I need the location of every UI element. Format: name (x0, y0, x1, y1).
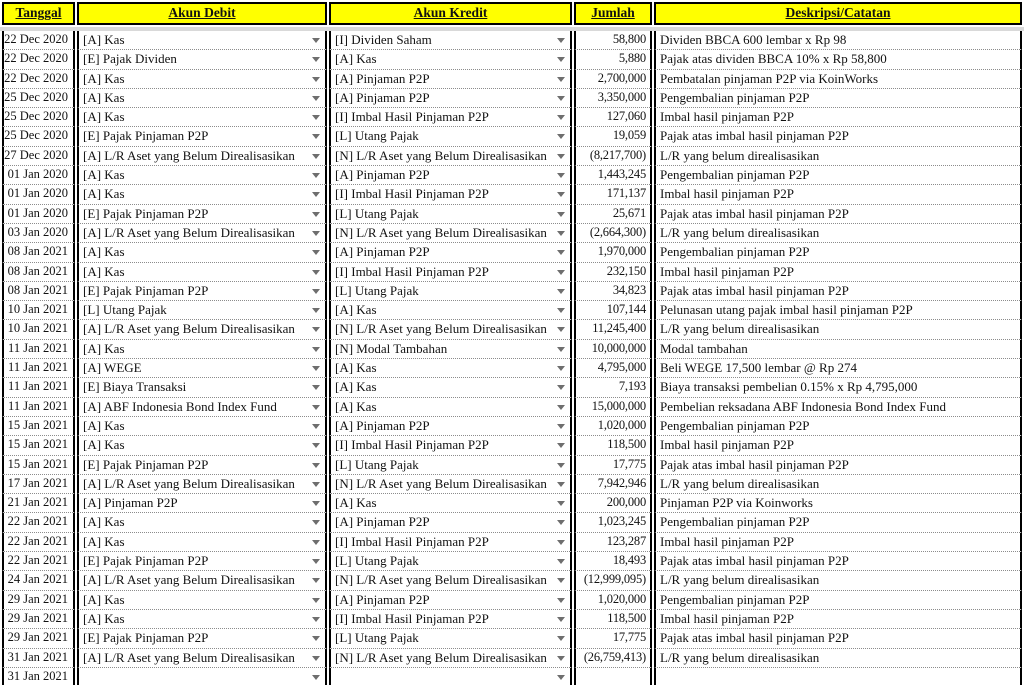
cell-jumlah[interactable]: 118,500 (574, 436, 652, 455)
dropdown-arrow-icon[interactable] (312, 115, 320, 120)
cell-akun-debit[interactable]: [A] Kas (77, 340, 327, 359)
dropdown-arrow-icon[interactable] (312, 212, 320, 217)
cell-deskripsi[interactable] (654, 668, 1022, 685)
table-row (2, 166, 1022, 185)
cell-akun-debit[interactable]: [A] WEGE (77, 359, 327, 378)
cell-akun-kredit[interactable]: [I] Imbal Hasil Pinjaman P2P (329, 533, 572, 552)
cell-akun-debit[interactable] (77, 668, 327, 685)
dropdown-arrow-icon[interactable] (312, 443, 320, 448)
cell-tanggal[interactable]: 31 Jan 2021 (2, 649, 75, 668)
dropdown-arrow-icon[interactable] (557, 501, 565, 506)
cell-deskripsi[interactable]: Pajak atas imbal hasil pinjaman P2P (654, 127, 1022, 146)
cell-deskripsi[interactable]: Pajak atas imbal hasil pinjaman P2P (654, 282, 1022, 301)
cell-jumlah[interactable]: 11,245,400 (574, 320, 652, 339)
cell-deskripsi[interactable]: Dividen BBCA 600 lembar x Rp 98 (654, 31, 1022, 50)
table-row (2, 263, 1022, 282)
cell-jumlah[interactable]: (26,759,413) (574, 649, 652, 668)
cell-tanggal[interactable]: 29 Jan 2021 (2, 610, 75, 629)
cell-tanggal[interactable]: 15 Jan 2021 (2, 456, 75, 475)
dropdown-arrow-icon[interactable] (312, 405, 320, 410)
cell-akun-kredit[interactable]: [A] Pinjaman P2P (329, 417, 572, 436)
cell-deskripsi[interactable]: Pajak atas imbal hasil pinjaman P2P (654, 552, 1022, 571)
cell-akun-kredit[interactable]: [N] L/R Aset yang Belum Direalisasikan (329, 224, 572, 243)
cell-deskripsi[interactable]: Pajak atas imbal hasil pinjaman P2P (654, 456, 1022, 475)
cell-tanggal[interactable]: 22 Jan 2021 (2, 533, 75, 552)
dropdown-arrow-icon[interactable] (312, 347, 320, 352)
cell-akun-debit[interactable]: [A] L/R Aset yang Belum Direalisasikan (77, 571, 327, 590)
cell-jumlah[interactable]: 118,500 (574, 610, 652, 629)
cell-akun-debit[interactable]: [E] Biaya Transaksi (77, 378, 327, 397)
table-row (2, 31, 1022, 50)
cell-akun-debit[interactable]: [E] Pajak Pinjaman P2P (77, 552, 327, 571)
dropdown-arrow-icon[interactable] (557, 424, 565, 429)
cell-akun-debit[interactable]: [A] Kas (77, 89, 327, 108)
cell-deskripsi[interactable]: Pengembalian pinjaman P2P (654, 89, 1022, 108)
cell-jumlah[interactable]: 10,000,000 (574, 340, 652, 359)
table-row (2, 398, 1022, 417)
cell-akun-debit[interactable]: [A] Kas (77, 610, 327, 629)
cell-deskripsi[interactable]: Imbal hasil pinjaman P2P (654, 185, 1022, 204)
table-row (2, 147, 1022, 166)
table-row (2, 320, 1022, 339)
table-row (2, 340, 1022, 359)
table-row (2, 50, 1022, 69)
dropdown-arrow-icon[interactable] (312, 540, 320, 545)
cell-tanggal[interactable]: 24 Jan 2021 (2, 571, 75, 590)
cell-akun-debit[interactable]: [A] Kas (77, 108, 327, 127)
dropdown-arrow-icon[interactable] (312, 96, 320, 101)
cell-tanggal[interactable]: 03 Jan 2020 (2, 224, 75, 243)
cell-jumlah[interactable]: (12,999,095) (574, 571, 652, 590)
cell-tanggal[interactable]: 25 Dec 2020 (2, 108, 75, 127)
cell-deskripsi[interactable]: Imbal hasil pinjaman P2P (654, 263, 1022, 282)
cell-tanggal[interactable]: 11 Jan 2021 (2, 359, 75, 378)
dropdown-arrow-icon[interactable] (557, 250, 565, 255)
cell-akun-debit[interactable]: [A] Pinjaman P2P (77, 494, 327, 513)
dropdown-arrow-icon[interactable] (557, 212, 565, 217)
cell-akun-kredit[interactable]: [N] L/R Aset yang Belum Direalisasikan (329, 649, 572, 668)
cell-jumlah[interactable]: 4,795,000 (574, 359, 652, 378)
cell-tanggal[interactable]: 22 Dec 2020 (2, 50, 75, 69)
cell-deskripsi[interactable]: L/R yang belum direalisasikan (654, 224, 1022, 243)
cell-deskripsi[interactable]: Pajak atas dividen BBCA 10% x Rp 58,800 (654, 50, 1022, 69)
cell-deskripsi[interactable]: Pengembalian pinjaman P2P (654, 591, 1022, 610)
table-row (2, 475, 1022, 494)
cell-akun-kredit[interactable]: [A] Pinjaman P2P (329, 513, 572, 532)
table-row (2, 591, 1022, 610)
cell-akun-kredit[interactable]: [I] Imbal Hasil Pinjaman P2P (329, 436, 572, 455)
dropdown-arrow-icon[interactable] (312, 636, 320, 641)
table-header-row (2, 2, 1022, 25)
dropdown-arrow-icon[interactable] (557, 134, 565, 139)
table-row (2, 282, 1022, 301)
cell-tanggal[interactable]: 22 Jan 2021 (2, 513, 75, 532)
table-row (2, 552, 1022, 571)
cell-akun-kredit[interactable]: [I] Imbal Hasil Pinjaman P2P (329, 185, 572, 204)
dropdown-arrow-icon[interactable] (312, 656, 320, 661)
dropdown-arrow-icon[interactable] (312, 250, 320, 255)
cell-jumlah[interactable]: 58,800 (574, 31, 652, 50)
cell-akun-debit[interactable]: [A] Kas (77, 70, 327, 89)
cell-akun-kredit[interactable]: [A] Kas (329, 301, 572, 320)
cell-tanggal[interactable]: 08 Jan 2021 (2, 243, 75, 262)
table-row (2, 668, 1022, 685)
dropdown-arrow-icon[interactable] (312, 482, 320, 487)
journal-spreadsheet (2, 2, 1022, 683)
table-row (2, 513, 1022, 532)
dropdown-arrow-icon[interactable] (312, 173, 320, 178)
cell-jumlah[interactable]: 34,823 (574, 282, 652, 301)
cell-tanggal[interactable]: 01 Jan 2020 (2, 185, 75, 204)
cell-jumlah[interactable]: 19,059 (574, 127, 652, 146)
cell-tanggal[interactable]: 25 Dec 2020 (2, 127, 75, 146)
cell-deskripsi[interactable]: Pembatalan pinjaman P2P via KoinWorks (654, 70, 1022, 89)
cell-akun-kredit[interactable]: [A] Kas (329, 359, 572, 378)
cell-deskripsi[interactable]: L/R yang belum direalisasikan (654, 475, 1022, 494)
table-row (2, 533, 1022, 552)
dropdown-arrow-icon[interactable] (557, 38, 565, 43)
cell-jumlah[interactable]: (2,664,300) (574, 224, 652, 243)
cell-tanggal[interactable]: 29 Jan 2021 (2, 629, 75, 648)
cell-tanggal[interactable]: 08 Jan 2021 (2, 263, 75, 282)
dropdown-arrow-icon[interactable] (557, 385, 565, 390)
cell-deskripsi[interactable]: Pengembalian pinjaman P2P (654, 417, 1022, 436)
column-header-deskripsi: Deskripsi/Catatan (654, 2, 1022, 25)
cell-deskripsi[interactable]: Pengembalian pinjaman P2P (654, 513, 1022, 532)
cell-akun-debit[interactable]: [E] Pajak Pinjaman P2P (77, 205, 327, 224)
column-header-akun-kredit: Akun Kredit (329, 2, 572, 25)
cell-akun-kredit[interactable]: [A] Kas (329, 378, 572, 397)
table-row (2, 301, 1022, 320)
cell-akun-debit[interactable]: [A] Kas (77, 263, 327, 282)
cell-akun-kredit[interactable]: [I] Imbal Hasil Pinjaman P2P (329, 263, 572, 282)
cell-tanggal[interactable]: 10 Jan 2021 (2, 301, 75, 320)
cell-deskripsi[interactable]: Biaya transaksi pembelian 0.15% x Rp 4,795,000 (654, 378, 1022, 397)
dropdown-arrow-icon[interactable] (312, 231, 320, 236)
cell-akun-kredit[interactable]: [L] Utang Pajak (329, 552, 572, 571)
dropdown-arrow-icon[interactable] (557, 520, 565, 525)
table-row (2, 127, 1022, 146)
cell-deskripsi[interactable]: L/R yang belum direalisasikan (654, 147, 1022, 166)
dropdown-arrow-icon[interactable] (312, 270, 320, 275)
cell-deskripsi[interactable]: Imbal hasil pinjaman P2P (654, 108, 1022, 127)
dropdown-arrow-icon[interactable] (557, 636, 565, 641)
cell-jumlah[interactable]: 7,942,946 (574, 475, 652, 494)
dropdown-arrow-icon[interactable] (557, 308, 565, 313)
cell-akun-kredit[interactable]: [N] L/R Aset yang Belum Direalisasikan (329, 571, 572, 590)
dropdown-arrow-icon[interactable] (557, 598, 565, 603)
table-row (2, 629, 1022, 648)
cell-jumlah[interactable]: 1,023,245 (574, 513, 652, 532)
cell-akun-kredit[interactable]: [L] Utang Pajak (329, 282, 572, 301)
dropdown-arrow-icon[interactable] (557, 366, 565, 371)
table-row (2, 89, 1022, 108)
dropdown-arrow-icon[interactable] (557, 57, 565, 62)
dropdown-arrow-icon[interactable] (312, 57, 320, 62)
dropdown-arrow-icon[interactable] (312, 192, 320, 197)
column-header-akun-debit: Akun Debit (77, 2, 327, 25)
cell-akun-debit[interactable]: [A] ABF Indonesia Bond Index Fund (77, 398, 327, 417)
cell-jumlah[interactable]: 171,137 (574, 185, 652, 204)
cell-jumlah[interactable]: 107,144 (574, 301, 652, 320)
table-row (2, 649, 1022, 668)
cell-akun-debit[interactable]: [A] L/R Aset yang Belum Direalisasikan (77, 649, 327, 668)
cell-jumlah[interactable]: 1,020,000 (574, 591, 652, 610)
cell-akun-debit[interactable]: [A] Kas (77, 185, 327, 204)
dropdown-arrow-icon[interactable] (312, 289, 320, 294)
cell-akun-kredit[interactable]: [N] Modal Tambahan (329, 340, 572, 359)
cell-jumlah[interactable]: 7,193 (574, 378, 652, 397)
cell-jumlah[interactable]: 1,970,000 (574, 243, 652, 262)
dropdown-arrow-icon[interactable] (557, 443, 565, 448)
cell-akun-debit[interactable]: [L] Utang Pajak (77, 301, 327, 320)
cell-jumlah[interactable]: 200,000 (574, 494, 652, 513)
table-row (2, 610, 1022, 629)
cell-jumlah[interactable]: 17,775 (574, 629, 652, 648)
cell-akun-kredit[interactable]: [N] L/R Aset yang Belum Direalisasikan (329, 147, 572, 166)
dropdown-arrow-icon[interactable] (312, 424, 320, 429)
dropdown-arrow-icon[interactable] (312, 154, 320, 159)
cell-tanggal[interactable]: 08 Jan 2021 (2, 282, 75, 301)
cell-akun-kredit[interactable]: [A] Pinjaman P2P (329, 243, 572, 262)
cell-jumlah[interactable]: 1,443,245 (574, 166, 652, 185)
cell-akun-debit[interactable]: [A] Kas (77, 533, 327, 552)
dropdown-arrow-icon[interactable] (557, 540, 565, 545)
cell-tanggal[interactable]: 01 Jan 2020 (2, 166, 75, 185)
cell-akun-kredit[interactable]: [A] Pinjaman P2P (329, 591, 572, 610)
dropdown-arrow-icon[interactable] (312, 38, 320, 43)
cell-tanggal[interactable]: 11 Jan 2021 (2, 340, 75, 359)
cell-akun-debit[interactable]: [A] Kas (77, 436, 327, 455)
dropdown-arrow-icon[interactable] (312, 559, 320, 564)
cell-deskripsi[interactable]: Imbal hasil pinjaman P2P (654, 436, 1022, 455)
cell-akun-debit[interactable]: [A] L/R Aset yang Belum Direalisasikan (77, 320, 327, 339)
dropdown-arrow-icon[interactable] (557, 675, 565, 680)
dropdown-arrow-icon[interactable] (557, 327, 565, 332)
cell-tanggal[interactable]: 15 Jan 2021 (2, 417, 75, 436)
cell-akun-debit[interactable]: [A] Kas (77, 166, 327, 185)
cell-deskripsi[interactable]: Modal tambahan (654, 340, 1022, 359)
cell-deskripsi[interactable]: Beli WEGE 17,500 lembar @ Rp 274 (654, 359, 1022, 378)
cell-akun-debit[interactable]: [A] Kas (77, 591, 327, 610)
cell-akun-debit[interactable]: [A] L/R Aset yang Belum Direalisasikan (77, 475, 327, 494)
dropdown-arrow-icon[interactable] (557, 482, 565, 487)
cell-akun-kredit[interactable]: [A] Pinjaman P2P (329, 89, 572, 108)
cell-tanggal[interactable]: 10 Jan 2021 (2, 320, 75, 339)
dropdown-arrow-icon[interactable] (557, 154, 565, 159)
cell-deskripsi[interactable]: Pajak atas imbal hasil pinjaman P2P (654, 629, 1022, 648)
cell-deskripsi[interactable]: Pajak atas imbal hasil pinjaman P2P (654, 205, 1022, 224)
dropdown-arrow-icon[interactable] (557, 656, 565, 661)
cell-jumlah[interactable]: 18,493 (574, 552, 652, 571)
cell-akun-kredit[interactable]: [L] Utang Pajak (329, 205, 572, 224)
cell-deskripsi[interactable]: L/R yang belum direalisasikan (654, 571, 1022, 590)
cell-akun-debit[interactable]: [E] Pajak Pinjaman P2P (77, 456, 327, 475)
cell-deskripsi[interactable]: Pelunasan utang pajak imbal hasil pinjaman P2P (654, 301, 1022, 320)
table-row (2, 456, 1022, 475)
dropdown-arrow-icon[interactable] (557, 289, 565, 294)
table-row (2, 571, 1022, 590)
dropdown-arrow-icon[interactable] (557, 405, 565, 410)
cell-deskripsi[interactable]: Pengembalian pinjaman P2P (654, 243, 1022, 262)
dropdown-arrow-icon[interactable] (312, 77, 320, 82)
dropdown-arrow-icon[interactable] (312, 385, 320, 390)
cell-jumlah[interactable]: 2,700,000 (574, 70, 652, 89)
table-body (2, 31, 1022, 685)
dropdown-arrow-icon[interactable] (312, 463, 320, 468)
cell-tanggal[interactable]: 11 Jan 2021 (2, 398, 75, 417)
cell-akun-debit[interactable]: [E] Pajak Pinjaman P2P (77, 282, 327, 301)
cell-akun-debit[interactable]: [E] Pajak Pinjaman P2P (77, 629, 327, 648)
cell-deskripsi[interactable]: L/R yang belum direalisasikan (654, 649, 1022, 668)
cell-tanggal[interactable]: 21 Jan 2021 (2, 494, 75, 513)
dropdown-arrow-icon[interactable] (557, 463, 565, 468)
cell-jumlah[interactable]: 5,880 (574, 50, 652, 69)
dropdown-arrow-icon[interactable] (312, 617, 320, 622)
cell-jumlah[interactable]: 232,150 (574, 263, 652, 282)
dropdown-arrow-icon[interactable] (312, 308, 320, 313)
cell-akun-kredit[interactable]: [N] L/R Aset yang Belum Direalisasikan (329, 320, 572, 339)
cell-akun-kredit[interactable]: [A] Pinjaman P2P (329, 166, 572, 185)
cell-tanggal[interactable]: 11 Jan 2021 (2, 378, 75, 397)
cell-deskripsi[interactable]: Pengembalian pinjaman P2P (654, 166, 1022, 185)
cell-deskripsi[interactable]: Imbal hasil pinjaman P2P (654, 533, 1022, 552)
cell-akun-kredit[interactable]: [A] Kas (329, 494, 572, 513)
cell-jumlah[interactable]: 1,020,000 (574, 417, 652, 436)
cell-jumlah[interactable]: 25,671 (574, 205, 652, 224)
dropdown-arrow-icon[interactable] (557, 173, 565, 178)
cell-akun-kredit[interactable]: [I] Imbal Hasil Pinjaman P2P (329, 610, 572, 629)
dropdown-arrow-icon[interactable] (557, 96, 565, 101)
cell-jumlah[interactable]: 17,775 (574, 456, 652, 475)
cell-akun-kredit[interactable]: [A] Kas (329, 50, 572, 69)
cell-tanggal[interactable]: 22 Dec 2020 (2, 31, 75, 50)
cell-tanggal[interactable]: 15 Jan 2021 (2, 436, 75, 455)
cell-tanggal[interactable]: 01 Jan 2020 (2, 205, 75, 224)
cell-akun-kredit[interactable]: [L] Utang Pajak (329, 629, 572, 648)
dropdown-arrow-icon[interactable] (312, 520, 320, 525)
dropdown-arrow-icon[interactable] (557, 578, 565, 583)
cell-akun-kredit[interactable]: [A] Pinjaman P2P (329, 70, 572, 89)
cell-akun-kredit[interactable] (329, 668, 572, 685)
cell-jumlah[interactable]: 3,350,000 (574, 89, 652, 108)
dropdown-arrow-icon[interactable] (312, 366, 320, 371)
dropdown-arrow-icon[interactable] (557, 115, 565, 120)
table-row (2, 70, 1022, 89)
table-row (2, 185, 1022, 204)
cell-akun-kredit[interactable]: [I] Imbal Hasil Pinjaman P2P (329, 108, 572, 127)
table-row (2, 494, 1022, 513)
cell-akun-debit[interactable]: [A] Kas (77, 513, 327, 532)
cell-tanggal[interactable]: 25 Dec 2020 (2, 89, 75, 108)
dropdown-arrow-icon[interactable] (312, 134, 320, 139)
dropdown-arrow-icon[interactable] (312, 327, 320, 332)
cell-akun-debit[interactable]: [E] Pajak Dividen (77, 50, 327, 69)
cell-akun-kredit[interactable]: [L] Utang Pajak (329, 456, 572, 475)
table-row (2, 436, 1022, 455)
table-row (2, 243, 1022, 262)
cell-akun-debit[interactable]: [A] L/R Aset yang Belum Direalisasikan (77, 147, 327, 166)
cell-tanggal[interactable]: 29 Jan 2021 (2, 591, 75, 610)
table-row (2, 224, 1022, 243)
cell-akun-debit[interactable]: [A] L/R Aset yang Belum Direalisasikan (77, 224, 327, 243)
column-header-tanggal: Tanggal (2, 2, 75, 25)
dropdown-arrow-icon[interactable] (557, 347, 565, 352)
dropdown-arrow-icon[interactable] (557, 559, 565, 564)
table-row (2, 378, 1022, 397)
dropdown-arrow-icon[interactable] (312, 501, 320, 506)
cell-tanggal[interactable]: 22 Dec 2020 (2, 70, 75, 89)
cell-jumlah[interactable]: (8,217,700) (574, 147, 652, 166)
cell-akun-kredit[interactable]: [A] Kas (329, 398, 572, 417)
cell-deskripsi[interactable]: Pembelian reksadana ABF Indonesia Bond Index Fund (654, 398, 1022, 417)
cell-akun-debit[interactable]: [E] Pajak Pinjaman P2P (77, 127, 327, 146)
cell-deskripsi[interactable]: Pinjaman P2P via Koinworks (654, 494, 1022, 513)
cell-deskripsi[interactable]: Imbal hasil pinjaman P2P (654, 610, 1022, 629)
dropdown-arrow-icon[interactable] (557, 617, 565, 622)
dropdown-arrow-icon[interactable] (312, 675, 320, 680)
cell-jumlah[interactable] (574, 668, 652, 685)
dropdown-arrow-icon[interactable] (557, 77, 565, 82)
dropdown-arrow-icon[interactable] (312, 578, 320, 583)
cell-akun-debit[interactable]: [A] Kas (77, 417, 327, 436)
dropdown-arrow-icon[interactable] (557, 192, 565, 197)
cell-jumlah[interactable]: 15,000,000 (574, 398, 652, 417)
column-header-jumlah: Jumlah (574, 2, 652, 25)
table-row (2, 205, 1022, 224)
cell-akun-kredit[interactable]: [N] L/R Aset yang Belum Direalisasikan (329, 475, 572, 494)
cell-akun-kredit[interactable]: [I] Dividen Saham (329, 31, 572, 50)
dropdown-arrow-icon[interactable] (557, 270, 565, 275)
cell-tanggal[interactable]: 27 Dec 2020 (2, 147, 75, 166)
cell-tanggal[interactable]: 17 Jan 2021 (2, 475, 75, 494)
cell-akun-kredit[interactable]: [L] Utang Pajak (329, 127, 572, 146)
cell-jumlah[interactable]: 123,287 (574, 533, 652, 552)
cell-deskripsi[interactable]: L/R yang belum direalisasikan (654, 320, 1022, 339)
table-row (2, 108, 1022, 127)
table-row (2, 417, 1022, 436)
cell-akun-debit[interactable]: [A] Kas (77, 31, 327, 50)
dropdown-arrow-icon[interactable] (557, 231, 565, 236)
cell-tanggal[interactable]: 31 Jan 2021 (2, 668, 75, 685)
table-row (2, 359, 1022, 378)
cell-tanggal[interactable]: 22 Jan 2021 (2, 552, 75, 571)
cell-jumlah[interactable]: 127,060 (574, 108, 652, 127)
dropdown-arrow-icon[interactable] (312, 598, 320, 603)
cell-akun-debit[interactable]: [A] Kas (77, 243, 327, 262)
